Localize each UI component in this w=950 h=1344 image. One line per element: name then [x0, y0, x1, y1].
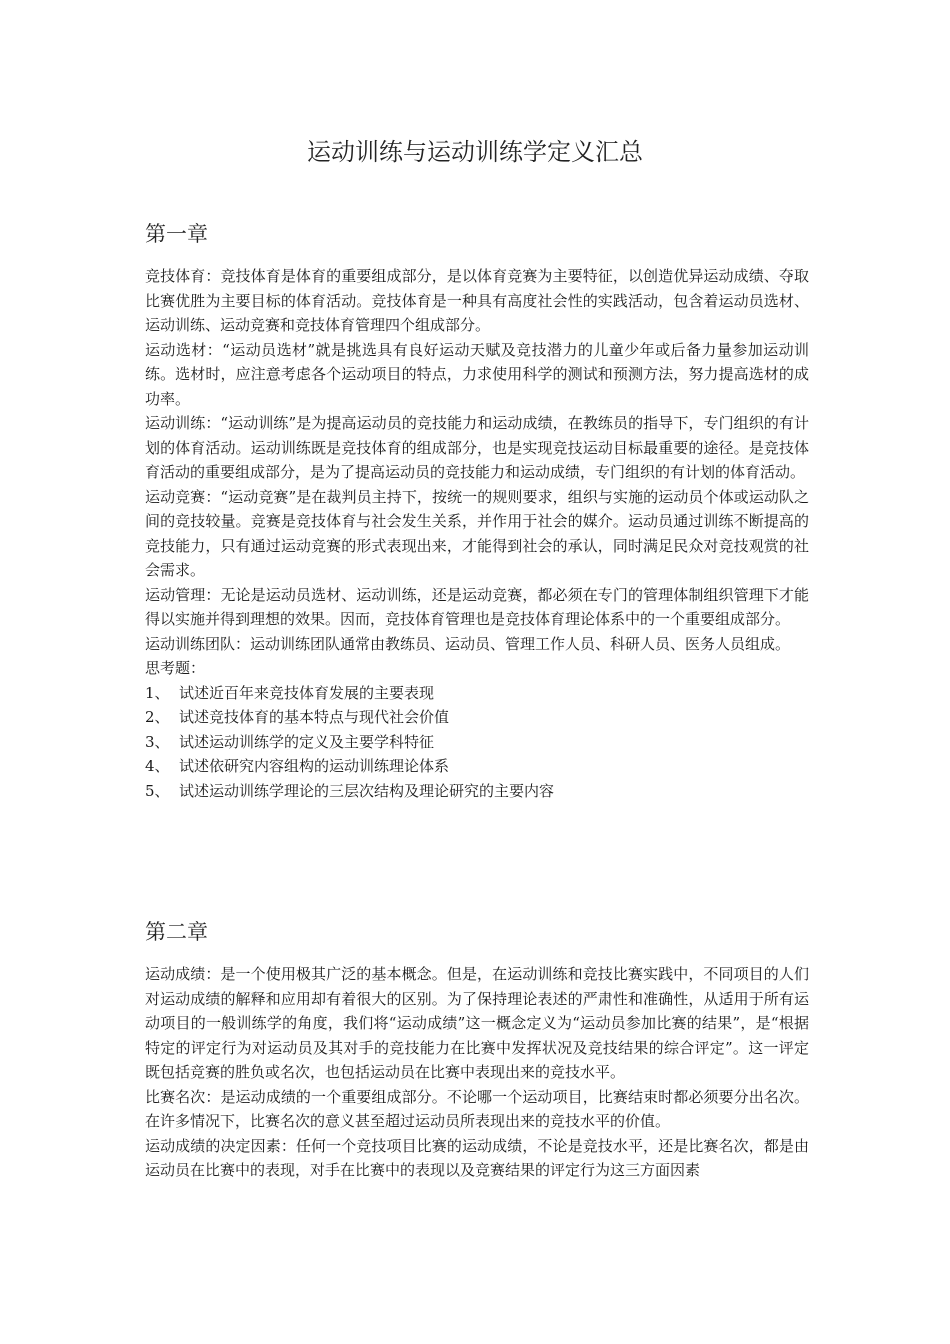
list-item-number: 1、 [145, 683, 170, 702]
paragraph-bisai-mingci: 比赛名次：是运动成绩的一个重要组成部分。不论哪一个运动项目，比赛结束时都必须要分出名次。在许多情况下，比赛名次的意义甚至超过运动员所表现出来的竞技水平的价值。 [145, 1087, 809, 1130]
chapter-1-heading: 第一章 [145, 222, 208, 246]
list-item [145, 779, 809, 804]
list-item [145, 730, 809, 755]
list-item [145, 681, 809, 706]
document-title: 运动训练与运动训练学定义汇总 [307, 138, 643, 166]
questions-list [145, 681, 809, 804]
paragraph-yundong-jingsai: 运动竞赛：“运动竞赛”是在裁判员主持下，按统一的规则要求，组织与实施的运动员个体或运动队之间的竞技较量。竞赛是竞技体育与社会发生关系，并作用于社会的媒介。运动员通过训练不断提高的竞技能力，只有通过运动竞赛的形式表现出来，才能得到社会的承认，同时满足民众对竞技观赏的社会需求。 [145, 487, 809, 579]
chapter-1-body [145, 264, 809, 803]
list-item-text: 试述近百年来竞技体育发展的主要表现 [179, 683, 435, 702]
list-item-number: 2、 [145, 708, 170, 726]
list-item [145, 705, 809, 730]
list-item-text: 试述运动训练学的定义及主要学科特征 [179, 732, 435, 751]
list-item-number: 3、 [145, 732, 170, 751]
paragraph-juedingyinsu: 运动成绩的决定因素：任何一个竞技项目比赛的运动成绩，不论是竞技水平，还是比赛名次，都是由运动员在比赛中的表现，对手在比赛中的表现以及竞赛结果的评定行为这三方面因素 [145, 1136, 809, 1179]
list-item-number: 4、 [145, 757, 170, 775]
chapter-2-heading: 第二章 [145, 920, 208, 944]
paragraph-jingji-tiyu: 竞技体育：竞技体育是体育的重要组成部分，是以体育竞赛为主要特征，以创造优异运动成绩、夺取比赛优胜为主要目标的体育活动。竞技体育是一种具有高度社会性的实践活动，包含着运动员选材、运动训练、运动竞赛和竞技体育管理四个组成部分。 [145, 267, 809, 334]
list-item [145, 754, 809, 779]
list-item-text: 试述运动训练学理论的三层次结构及理论研究的主要内容 [179, 781, 555, 800]
paragraph-yundong-chengji: 运动成绩：是一个使用极其广泛的基本概念。但是，在运动训练和竞技比赛实践中，不同项目的人们对运动成绩的解释和应用却有着很大的区别。为了保持理论表述的严肃性和准确性，从适用于所有运动项目的一般训练学的角度，我们将“运动成绩”这一概念定义为“运动员参加比赛的结果”，是“根据特定的评定行为对运动员及其对手的竞技能力在比赛中发挥状况及竞技结果的综合评定”。这一评定既包括竞赛的胜负或名次，也包括运动员在比赛中表现出来的竞技水平。 [145, 965, 809, 1081]
list-item-text: 试述依研究内容组构的运动训练理论体系 [179, 757, 450, 775]
questions-label: 思考题： [145, 659, 206, 677]
paragraph-yundong-xuancai: 运动选材：“运动员选材”就是挑选具有良好运动天赋及竞技潜力的儿童少年或后备力量参加运动训练。选材时，应注意考虑各个运动项目的特点，力求使用科学的测试和预测方法，努力提高选材的成功率。 [145, 340, 809, 408]
paragraph-yundong-guanli: 运动管理：无论是运动员选材、运动训练，还是运动竞赛，都必须在专门的管理体制组织管理下才能得以实施并得到理想的效果。因而，竞技体育管理也是竞技体育理论体系中的一个重要组成部分。 [145, 585, 809, 628]
paragraph-yundong-xunlian: 运动训练：“运动训练”是为提高运动员的竞技能力和运动成绩，在教练员的指导下，专门组织的有计划的体育活动。运动训练既是竞技体育的组成部分，也是实现竞技运动目标最重要的途径。是竞技体育活动的重要组成部分，是为了提高运动员的竞技能力和运动成绩，专门组织的有计划的体育活动。 [145, 414, 809, 481]
list-item-number: 5、 [145, 781, 170, 800]
chapter-2-body [145, 962, 809, 1183]
list-item-text: 试述竞技体育的基本特点与现代社会价值 [179, 708, 450, 726]
paragraph-xunlian-tuandui: 运动训练团队：运动训练团队通常由教练员、运动员、管理工作人员、科研人员、医务人员组成。 [145, 634, 791, 653]
